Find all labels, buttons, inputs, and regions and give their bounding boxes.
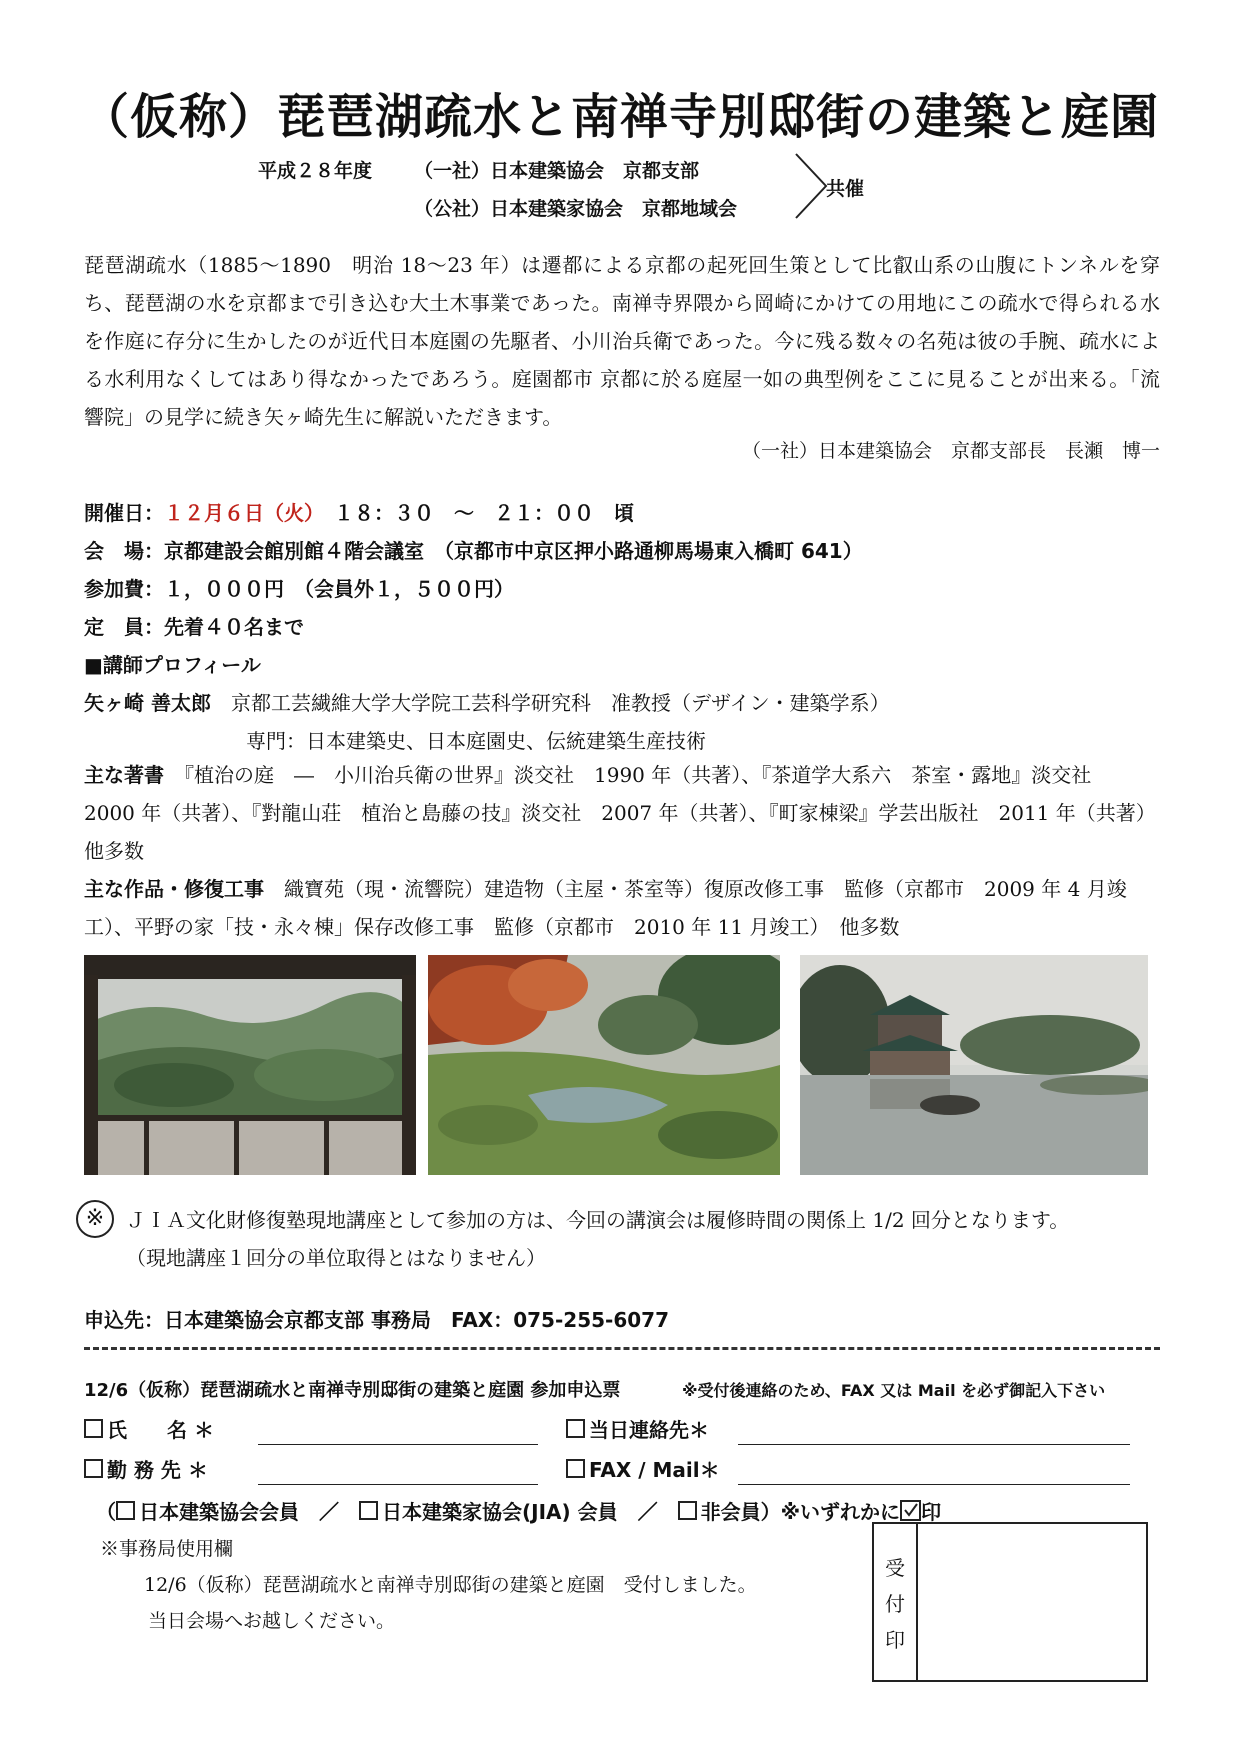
office-line-2: 当日会場へお越しください。 xyxy=(148,1610,396,1632)
lecturer-row xyxy=(84,687,890,716)
note-line-2: （現地講座１回分の単位取得とはなりません） xyxy=(126,1246,546,1270)
garden-photo-pavilion xyxy=(800,955,1148,1175)
event-date: １２月６日（火） xyxy=(164,501,314,525)
fee-row xyxy=(84,573,514,602)
work-checkbox[interactable] xyxy=(84,1459,103,1478)
name-checkbox[interactable] xyxy=(84,1419,103,1438)
signature: （一社）日本建築協会 京都支部長 長瀬 博一 xyxy=(741,440,1160,462)
works-paragraph xyxy=(84,870,1160,946)
books-label: 主な著書 xyxy=(84,763,164,787)
membership-row: （ 日本建築協会会員 ／ 日本建築家協会(JIA) 会員 ／ 非会員）※いずれかに 印 xyxy=(96,1500,942,1524)
form-note: ※受付後連絡のため、FAX 又は Mail を必ず御記入下さい xyxy=(682,1381,1106,1400)
books-text: 『植治の庭 ― 小川治兵衛の世界』淡交社 1990 年（共著）、『茶道学大系六 茶室・露地』淡交社 2000 年（共著）、『對龍山荘 植治と島藤の技』淡交社 2007 年（共著）、『町家棟梁』学芸出版社 2011 年（共著） 他多数 xyxy=(84,763,1166,863)
garden-photo-autumn xyxy=(428,955,780,1175)
venue-label: 会 場： xyxy=(84,539,164,563)
fee: １，０００円 （会員外１，５００円） xyxy=(164,577,514,601)
lecturer-specialty: 専門：日本建築史、日本庭園史、伝統建築生産技術 xyxy=(246,729,706,753)
works-text: 織寶苑（現・流響院）建造物（主屋・茶室等）復原改修工事 監修（京都市 2009 年 4 月竣工）、平野の家「技・永々棟」保存改修工事 監修（京都市 2010 年 11 月竣工） 他多数 xyxy=(84,877,1127,939)
phone-field-label: 当日連絡先＊ xyxy=(566,1414,709,1443)
page-title: （仮称）琵琶湖疏水と南禅寺別邸街の建築と庭園 xyxy=(80,89,1159,145)
contact-info: 申込先：日本建築協会京都支部 事務局 FAX：075-255-6077 xyxy=(84,1308,669,1332)
capacity: 先着４０名まで xyxy=(164,615,304,639)
fax-checkbox[interactable] xyxy=(566,1459,585,1478)
books-paragraph xyxy=(84,756,1166,870)
stamp-label-column xyxy=(874,1524,918,1680)
works-label: 主な作品・修復工事 xyxy=(84,877,264,901)
phone-input-line[interactable] xyxy=(738,1422,1130,1445)
lecturer-name: 矢ヶ崎 善太郎 xyxy=(84,691,211,715)
organizer-2: （公社）日本建築家協会 京都地域会 xyxy=(414,198,738,220)
garden-photo-veranda xyxy=(84,955,416,1175)
venue: 京都建設会館別館４階会議室 （京都市中京区押小路通柳馬場東入橋町 641） xyxy=(164,539,863,563)
office-line-1: 12/6（仮称）琵琶湖疏水と南禅寺別邸街の建築と庭園 受付しました。 xyxy=(144,1574,757,1596)
cohost-label: 共催 xyxy=(826,178,865,200)
member-jia-checkbox[interactable] xyxy=(359,1501,378,1520)
name-input-line[interactable] xyxy=(258,1422,538,1445)
stamp-char-2: 付 xyxy=(885,1592,905,1616)
fiscal-year: 平成２８年度 xyxy=(258,160,373,182)
capacity-label: 定 員： xyxy=(84,615,164,639)
stamp-char-1: 受 xyxy=(885,1556,905,1580)
office-use-label: ※事務局使用欄 xyxy=(100,1538,234,1560)
name-field-label: 氏 名 ＊ xyxy=(84,1414,214,1443)
checked-box-icon xyxy=(900,1500,921,1521)
capacity-row xyxy=(84,611,304,640)
intro-paragraph: 琵琶湖疏水（1885〜1890 明治 18〜23 年）は遷都による京都の起死回生策として比叡山系の山腹にトンネルを穿ち、琵琶湖の水を京都まで引き込む大土木事業であった。南禅寺界隈から岡崎にかけての用地にこの疏水で得られる水を作庭に存分に生かしたのが近代日本庭園の先駆者、小川治兵衛であった。今に残る数々の名苑は彼の手腕、疏水による水利用なくしてはあり得なかったであろう。庭園都市 京都に於る庭屋一如の典型例をここに見ることが出来る。「流響院」の見学に続き矢ヶ崎先生に解説いただきます。 xyxy=(84,253,1160,429)
stamp-char-3: 印 xyxy=(885,1628,905,1652)
work-input-line[interactable] xyxy=(258,1462,538,1485)
fax-field-label: FAX / Mail＊ xyxy=(566,1454,720,1483)
lecturer-affiliation: 京都工芸繊維大学大学院工芸科学研究科 准教授（デザイン・建築学系） xyxy=(230,691,890,715)
cut-line xyxy=(84,1347,1160,1350)
date-label: 開催日： xyxy=(84,501,164,525)
profile-heading: ■講師プロフィール xyxy=(84,653,261,677)
organizer-1: （一社）日本建築協会 京都支部 xyxy=(414,160,700,182)
venue-row xyxy=(84,535,863,564)
form-title: 12/6（仮称）琵琶湖疏水と南禅寺別邸街の建築と庭園 参加申込票 xyxy=(84,1380,621,1401)
note-line-1: ＪＩＡ文化財修復塾現地講座として参加の方は、今回の講演会は履修時間の関係上 1/2 回分となります。 xyxy=(126,1208,1070,1232)
fee-label: 参加費： xyxy=(84,577,164,601)
reception-stamp-box xyxy=(872,1522,1148,1682)
fax-input-line[interactable] xyxy=(738,1462,1130,1485)
member-jaa-checkbox[interactable] xyxy=(116,1501,135,1520)
date-row xyxy=(84,497,634,526)
work-field-label: 勤 務 先 ＊ xyxy=(84,1454,208,1483)
phone-checkbox[interactable] xyxy=(566,1419,585,1438)
reference-mark-icon: ※ xyxy=(76,1200,114,1238)
non-member-checkbox[interactable] xyxy=(678,1501,697,1520)
event-time: １８：３０ 〜 ２１：００ 頃 xyxy=(334,501,634,525)
